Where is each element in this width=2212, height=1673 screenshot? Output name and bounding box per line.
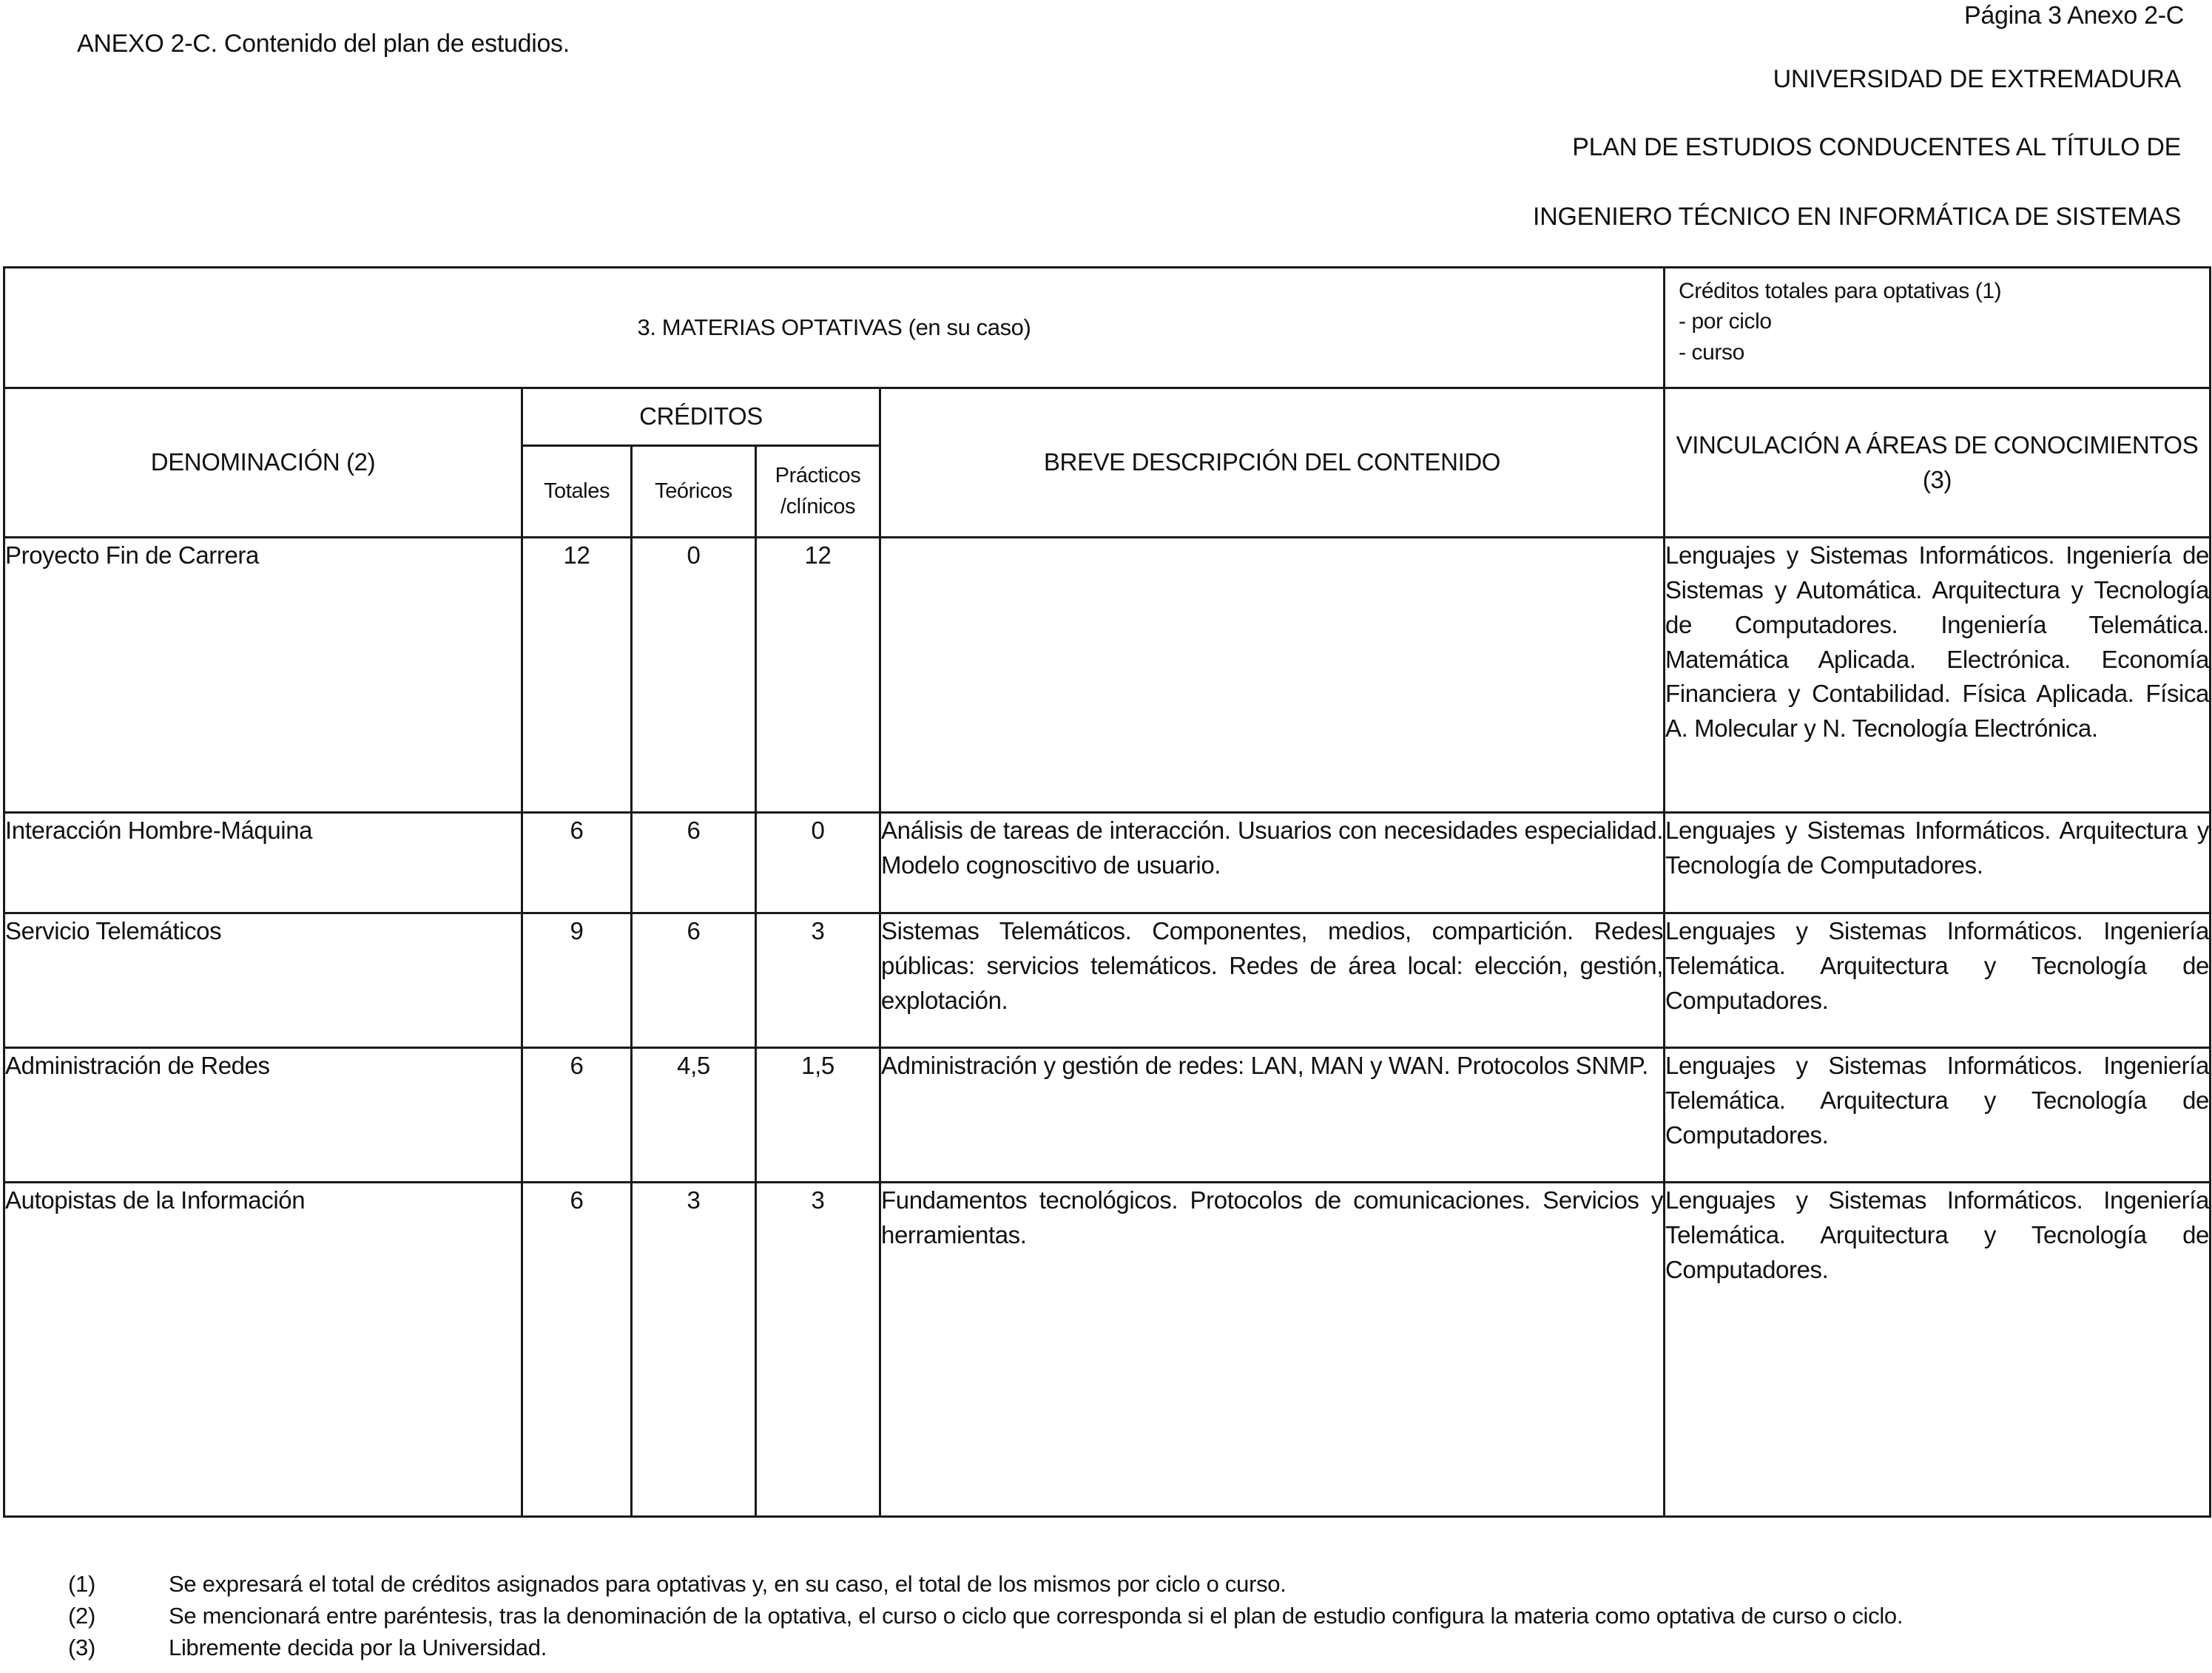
- footnote-mark: (2): [68, 1602, 95, 1629]
- subject-name: Autopistas de la Información: [4, 1183, 522, 1517]
- col-header-teoricos: Teóricos: [632, 446, 756, 538]
- credits-total: 12: [522, 538, 632, 813]
- table-row: [4, 1048, 2211, 1183]
- col-header-descripcion: BREVE DESCRIPCIÓN DEL CONTENIDO: [880, 388, 1665, 538]
- credits-total: 6: [522, 1048, 632, 1183]
- credits-theory: 4,5: [632, 1048, 756, 1183]
- plan-title-line-1: PLAN DE ESTUDIOS CONDUCENTES AL TÍTULO DE: [1572, 133, 2181, 161]
- subject-name: Servicio Telemáticos: [4, 913, 522, 1048]
- plan-title-line-2: INGENIERO TÉCNICO EN INFORMÁTICA DE SISTEMAS: [1533, 203, 2181, 231]
- footnote-text: Libremente decida por la Universidad.: [169, 1634, 547, 1660]
- subject-name: Interacción Hombre-Máquina: [4, 813, 522, 913]
- col-header-totales: Totales: [522, 446, 632, 538]
- total-credits-cell: [1665, 268, 2211, 388]
- footnote-text: Se expresará el total de créditos asignados para optativas y, en su caso, el total de los mismos por ciclo o curso.: [169, 1570, 1287, 1597]
- credits-theory: 6: [632, 813, 756, 913]
- footnote-mark: (1): [68, 1570, 95, 1597]
- section-header-row: [4, 268, 2211, 388]
- footnote-2: [68, 1600, 2184, 1632]
- subject-name: Proyecto Fin de Carrera: [4, 538, 522, 813]
- footnotes: [68, 1568, 2184, 1663]
- table-row: [4, 913, 2211, 1048]
- footnote-3: [68, 1632, 2184, 1663]
- subject-name: Administración de Redes: [4, 1048, 522, 1183]
- column-header-row: [4, 388, 2211, 446]
- col-header-creditos: CRÉDITOS: [522, 388, 880, 446]
- page-number: Página 3 Anexo 2-C: [1963, 1, 2184, 30]
- knowledge-areas: Lenguajes y Sistemas Informáticos. Ingeniería Telemática. Arquitectura y Tecnología de Computadores.: [1665, 1183, 2211, 1517]
- section-title: 3. MATERIAS OPTATIVAS (en su caso): [4, 268, 1665, 388]
- knowledge-areas: Lenguajes y Sistemas Informáticos. Arquitectura y Tecnología de Computadores.: [1665, 813, 2211, 913]
- col-header-denominacion: DENOMINACIÓN (2): [4, 388, 522, 538]
- credits-practice: 3: [756, 913, 880, 1048]
- credits-theory: 0: [632, 538, 756, 813]
- knowledge-areas: Lenguajes y Sistemas Informáticos. Ingeniería de Sistemas y Automática. Arquitectura y Tecnología de Computadores. Ingeniería Telemática. Matemática Aplicada. Electrónica. Economía Financiera y Contabilidad. Física Aplicada. Física A. Molecular y N. Tecnología Electrónica.: [1665, 538, 2211, 813]
- credits-total: 9: [522, 913, 632, 1048]
- subject-description: [880, 538, 1665, 813]
- credits-theory: 6: [632, 913, 756, 1048]
- footnote-1: [68, 1568, 2184, 1600]
- credits-total: 6: [522, 813, 632, 913]
- footnote-mark: (3): [68, 1634, 95, 1660]
- total-credits-per-cycle: - por ciclo: [1679, 309, 1772, 334]
- subject-description: Sistemas Telemáticos. Componentes, medios, compartición. Redes públicas: servicios telemáticos. Redes de área local: elección, gestión, explotación.: [880, 913, 1665, 1048]
- knowledge-areas: Lenguajes y Sistemas Informáticos. Ingeniería Telemática. Arquitectura y Tecnología de Computadores.: [1665, 1048, 2211, 1183]
- credits-theory: 3: [632, 1183, 756, 1517]
- subject-description: Fundamentos tecnológicos. Protocolos de comunicaciones. Servicios y herramientas.: [880, 1183, 1665, 1517]
- subject-description: Análisis de tareas de interacción. Usuarios con necesidades especialidad. Modelo cognoscitivo de usuario.: [880, 813, 1665, 913]
- total-credits-per-course: - curso: [1679, 339, 1744, 365]
- table-row: [4, 538, 2211, 813]
- credits-practice: 1,5: [756, 1048, 880, 1183]
- credits-total: 6: [522, 1183, 632, 1517]
- credits-practice: 3: [756, 1183, 880, 1517]
- university-name: UNIVERSIDAD DE EXTREMADURA: [1773, 65, 2181, 93]
- total-credits-label: Créditos totales para optativas (1): [1679, 279, 2002, 303]
- table-row: [4, 1183, 2211, 1517]
- credits-practice: 0: [756, 813, 880, 913]
- table-row: [4, 813, 2211, 913]
- knowledge-areas: Lenguajes y Sistemas Informáticos. Ingeniería Telemática. Arquitectura y Tecnología de Computadores.: [1665, 913, 2211, 1048]
- credits-practice: 12: [756, 538, 880, 813]
- subject-description: Administración y gestión de redes: LAN, MAN y WAN. Protocolos SNMP.: [880, 1048, 1665, 1183]
- annex-label: ANEXO 2-C. Contenido del plan de estudios.: [77, 30, 570, 58]
- col-header-vinculacion: VINCULACIÓN A ÁREAS DE CONOCIMIENTOS (3): [1665, 388, 2211, 538]
- optional-subjects-table: [3, 266, 2211, 1518]
- footnote-text: Se mencionará entre paréntesis, tras la denominación de la optativa, el curso o ciclo que corresponda si el plan de estudio configura la materia como optativa de curso o ciclo.: [169, 1602, 1904, 1629]
- col-header-practicos: Prácticos /clínicos: [756, 446, 880, 538]
